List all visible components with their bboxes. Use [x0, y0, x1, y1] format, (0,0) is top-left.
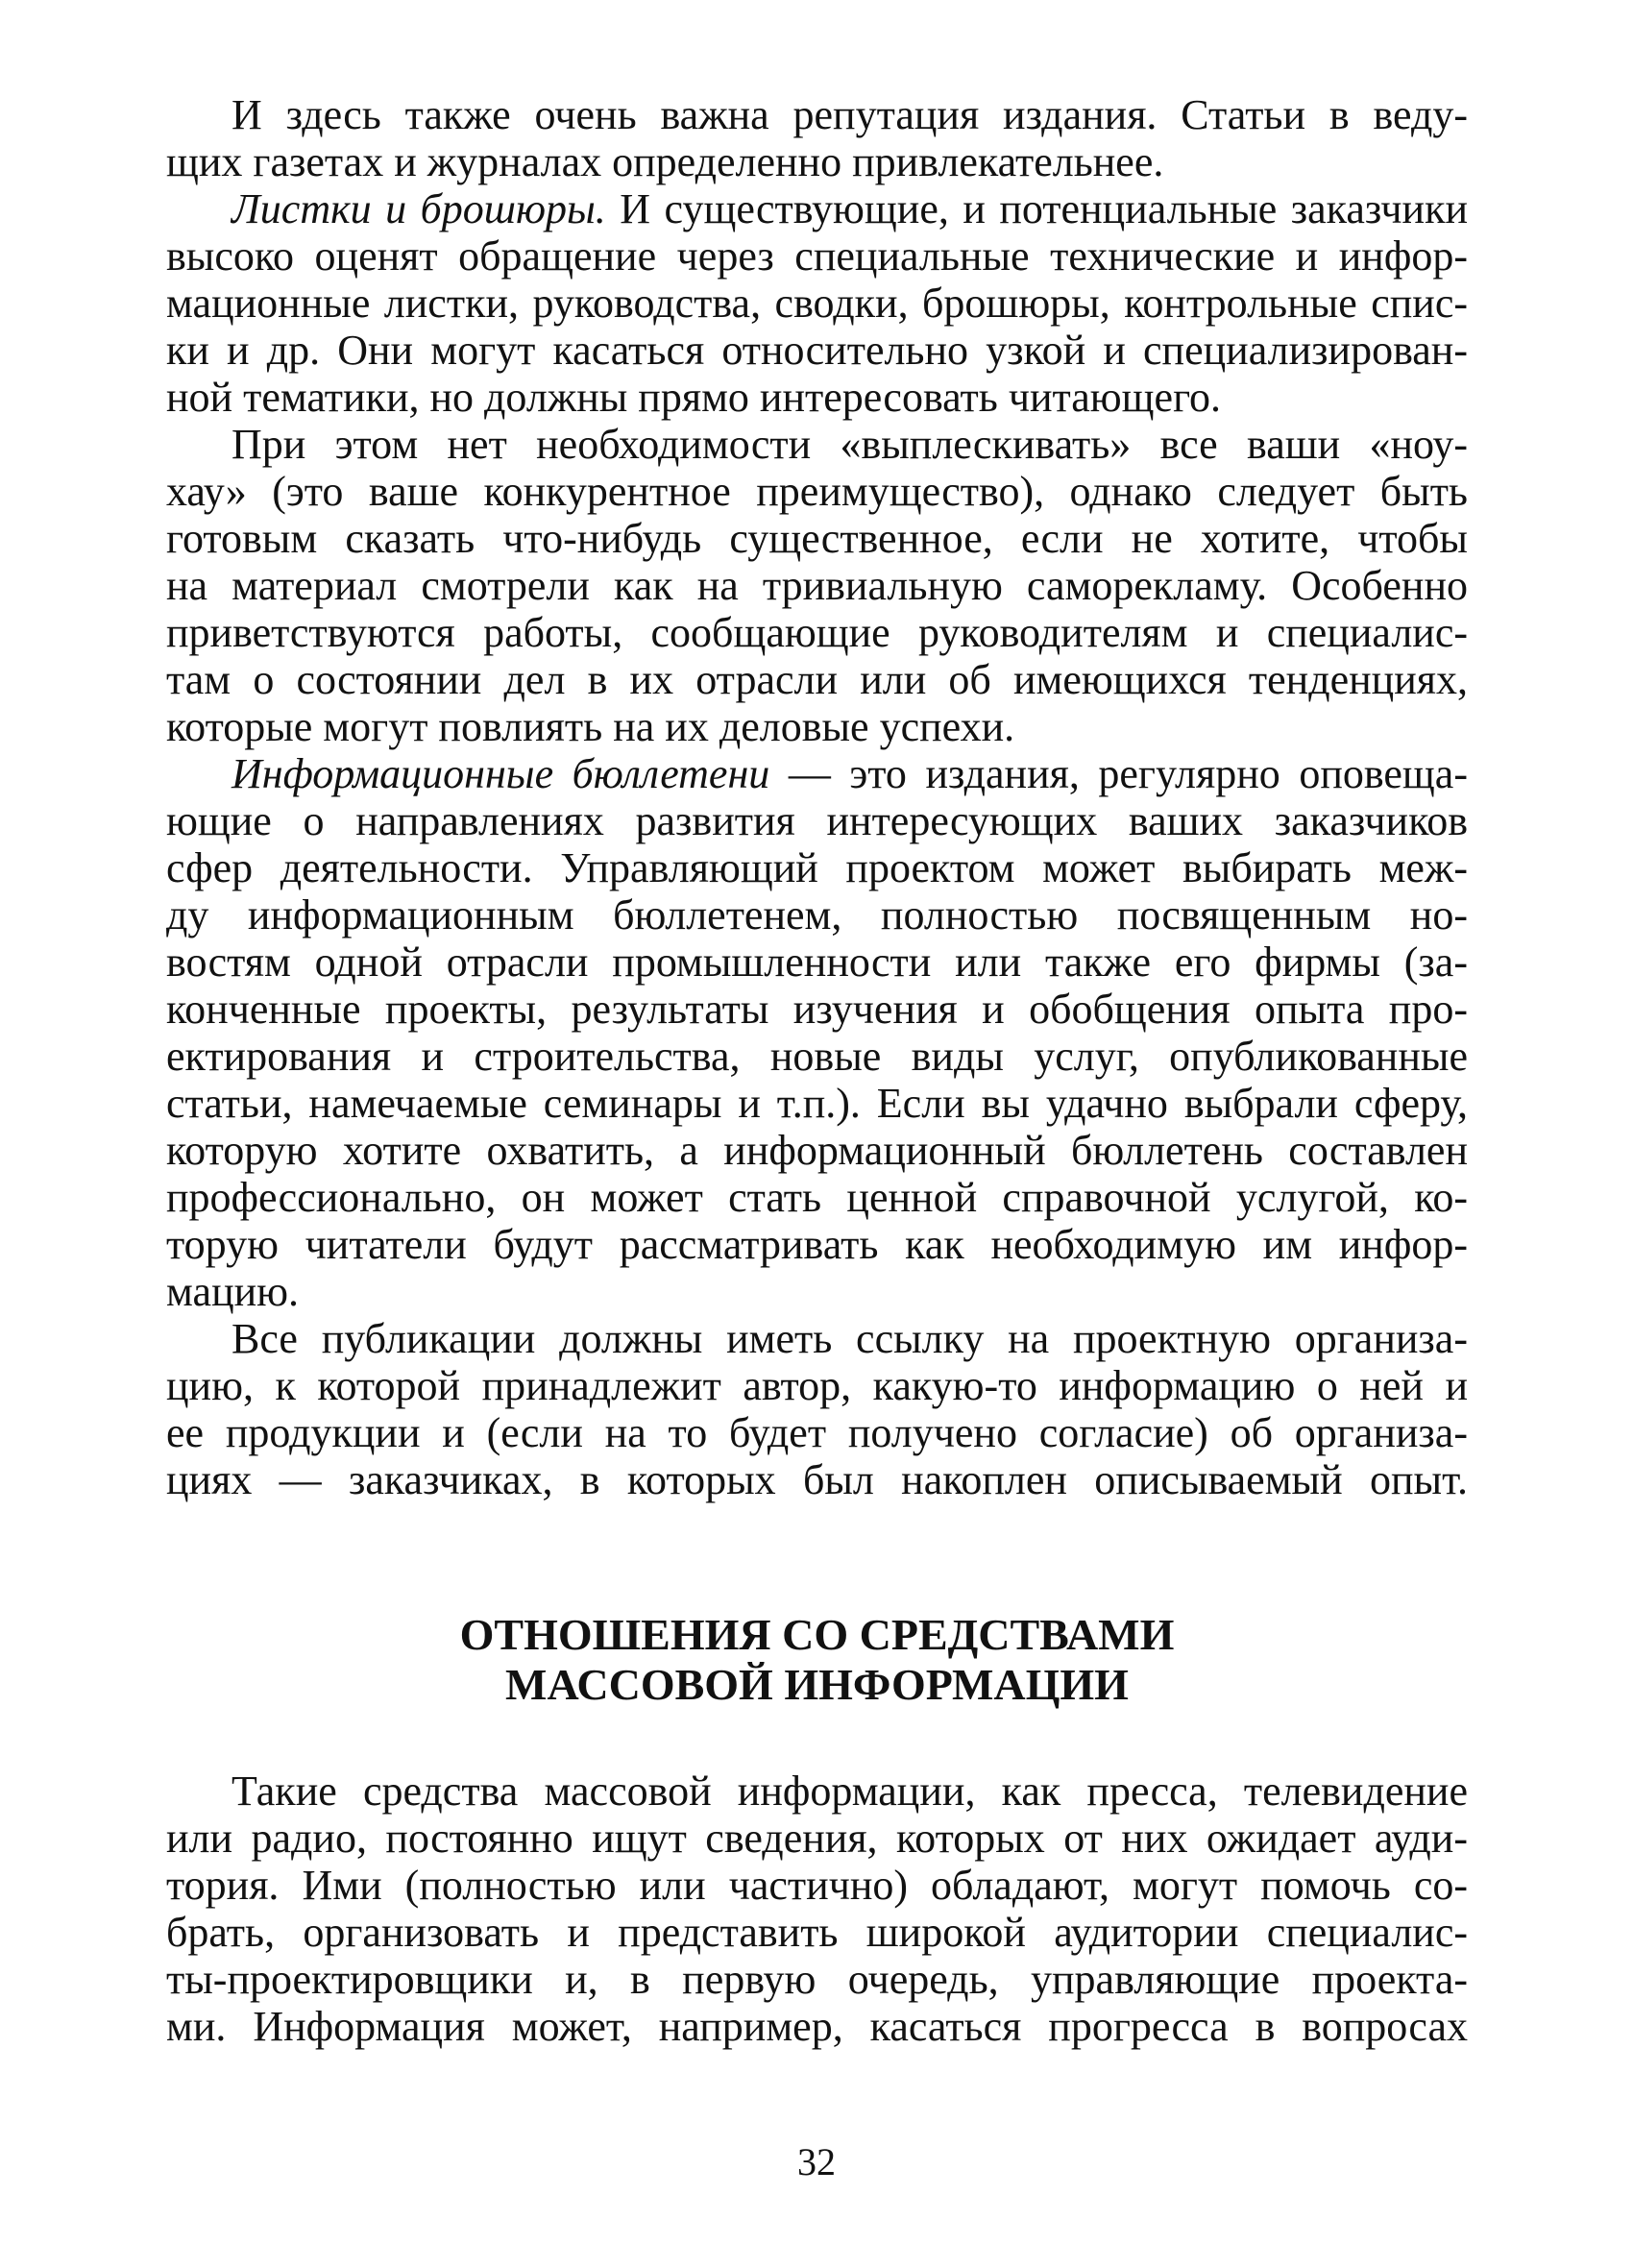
text-line: статьи, намечаемые семинары и т.п.). Если вы удачно выбрали сферу,: [166, 1080, 1468, 1127]
text-line: сфер деятельности. Управляющий проектом может выбирать меж-: [166, 844, 1468, 891]
text-line: хау» (это ваше конкурентное преимущество), однако следует быть: [166, 468, 1468, 515]
text-line: ду информационным бюллетенем, полностью посвященным но-: [166, 891, 1468, 939]
text-line: тория. Ими (полностью или частично) обладают, могут помочь со-: [166, 1862, 1468, 1909]
text-line: Такие средства массовой информации, как пресса, телевидение: [232, 1768, 1468, 1815]
section-heading-line-1: ОТНОШЕНИЯ СО СРЕДСТВАМИ: [459, 1610, 1175, 1659]
text-line: циях — заказчиках, в которых был накоплен описываемый опыт.: [166, 1456, 1468, 1503]
text-line: конченные проекты, результаты изучения и обобщения опыта про-: [166, 986, 1468, 1033]
text-line: приветствуются работы, сообщающие руководителям и специалис-: [166, 609, 1468, 656]
text-line: мацию.: [166, 1268, 300, 1315]
text-line: ми. Информация может, например, касаться прогресса в вопросах: [166, 2003, 1468, 2050]
text-line: готовым сказать что-нибудь существенное, если не хотите, чтобы: [166, 515, 1468, 562]
italic-lead: Листки и брошюры.: [232, 185, 606, 232]
text-span: И существующие, и потенциальные заказчики: [605, 185, 1469, 232]
text-line: торую читатели будут рассматривать как необходимую им инфор-: [166, 1221, 1468, 1268]
text-line: ты-проектировщики и, в первую очередь, управляющие проекта-: [166, 1956, 1468, 2003]
text-line: ки и др. Они могут касаться относительно узкой и специализирован-: [166, 327, 1468, 374]
text-span: — это издания, регулярно оповеща-: [769, 750, 1468, 797]
text-line: которую хотите охватить, а информационный бюллетень составлен: [166, 1127, 1468, 1174]
text-line: При этом нет необходимости «выплескивать» все ваши «ноу-: [232, 421, 1468, 468]
text-line: ющие о направлениях развития интересующих ваших заказчиков: [166, 797, 1468, 844]
text-line: высоко оценят обращение через специальные технические и инфор-: [166, 232, 1468, 280]
section-heading-line-2: МАССОВОЙ ИНФОРМАЦИИ: [505, 1660, 1129, 1709]
text-line: цию, к которой принадлежит автор, какую-то информацию о ней и: [166, 1362, 1468, 1409]
text-line: ектирования и строительства, новые виды услуг, опубликованные: [166, 1033, 1468, 1080]
text-line: брать, организовать и представить широкой аудитории специалис-: [166, 1909, 1468, 1956]
text-line: на материал смотрели как на тривиальную саморекламу. Особенно: [166, 562, 1468, 609]
text-line: И здесь также очень важна репутация издания. Статьи в веду-: [232, 91, 1468, 138]
page-number: 32: [797, 2140, 836, 2183]
text-line: мационные листки, руководства, сводки, брошюры, контрольные спис-: [166, 280, 1468, 327]
text-line: ной тематики, но должны прямо интересовать читающего.: [166, 374, 1222, 421]
text-line: [166, 185, 1468, 232]
text-line: ее продукции и (если на то будет получено согласие) об организа-: [166, 1409, 1468, 1456]
text-line: которые могут повлиять на их деловые успехи.: [166, 703, 1015, 750]
text-line: Все публикации должны иметь ссылку на проектную организа-: [232, 1315, 1468, 1362]
text-line: щих газетах и журналах определенно привлекательнее.: [166, 138, 1164, 185]
text-line: там о состоянии дел в их отрасли или об имеющихся тенденциях,: [166, 656, 1468, 703]
italic-lead: Информационные бюллетени: [232, 750, 770, 797]
text-line: или радио, постоянно ищут сведения, которых от них ожидает ауди-: [166, 1815, 1468, 1862]
text-line: профессионально, он может стать ценной справочной услугой, ко-: [166, 1174, 1468, 1221]
text-line: [166, 750, 1468, 797]
text-line: востям одной отрасли промышленности или также его фирмы (за-: [166, 939, 1468, 986]
